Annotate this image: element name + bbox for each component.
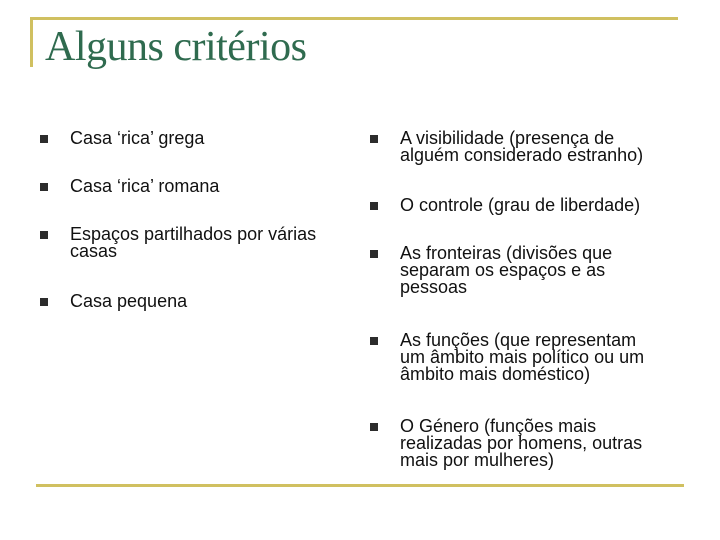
- square-bullet-icon: [40, 298, 48, 306]
- square-bullet-icon: [370, 423, 378, 431]
- bullet-text: Casa ‘rica’ romana: [70, 176, 220, 196]
- bullet-text: As fronteiras (divisões que separam os espaços e as pessoas: [400, 243, 613, 297]
- bullet-text: O Género (funções mais realizadas por homens, outras mais por mulheres): [400, 416, 643, 470]
- slide-title: Alguns critérios: [45, 24, 307, 70]
- bottom-border-line: [36, 484, 684, 487]
- square-bullet-icon: [40, 135, 48, 143]
- square-bullet-icon: [40, 231, 48, 239]
- square-bullet-icon: [370, 202, 378, 210]
- square-bullet-icon: [370, 337, 378, 345]
- square-bullet-icon: [370, 135, 378, 143]
- bullet-text: A visibilidade (presença de alguém considerado estranho): [400, 128, 644, 165]
- top-border-line: [30, 17, 678, 20]
- bullet-text: Espaços partilhados por várias casas: [70, 224, 317, 261]
- bullet-text: Casa pequena: [70, 291, 188, 311]
- bullet-text: O controle (grau de liberdade): [400, 195, 641, 215]
- bullet-text: As funções (que representam um âmbito mais político ou um âmbito mais doméstico): [400, 330, 645, 384]
- bullet-text: Casa ‘rica’ grega: [70, 128, 205, 148]
- left-border-line: [30, 17, 33, 67]
- square-bullet-icon: [40, 183, 48, 191]
- square-bullet-icon: [370, 250, 378, 258]
